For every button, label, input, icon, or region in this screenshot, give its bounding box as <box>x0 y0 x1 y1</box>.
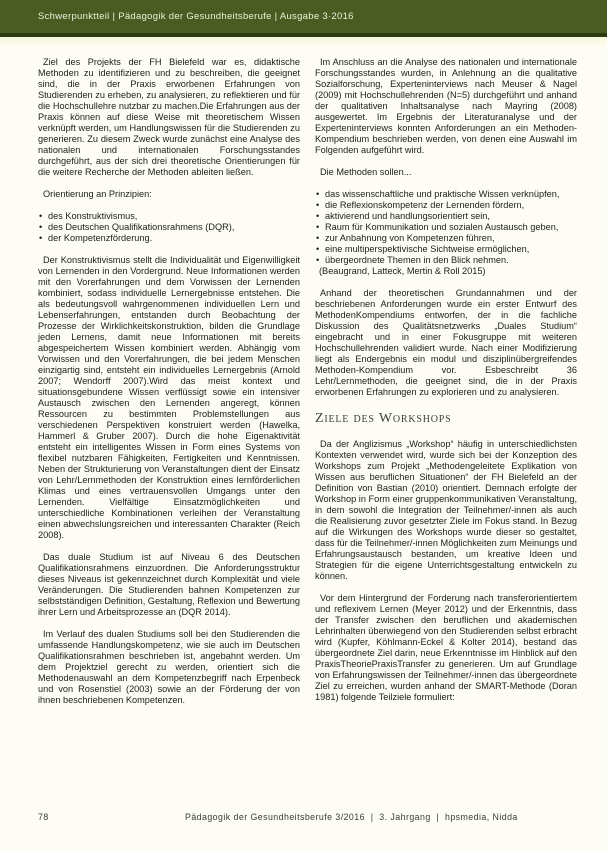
page-footer <box>38 812 577 822</box>
header-divider-glow <box>0 37 607 47</box>
bullet-item: • des Konstruktivismus, <box>38 211 300 222</box>
bullet-item: • eine multiperspektivische Sichtweise ermöglichen, <box>315 244 577 255</box>
bullet-list-method-requirements <box>315 189 577 266</box>
bullet-list-principles <box>38 211 300 244</box>
section-heading-workshop-goals: Ziele des Workshops <box>315 411 452 426</box>
page-number: 78 <box>38 812 49 822</box>
list-lead-in-principles: Orientierung an Prinzipien: <box>43 189 152 199</box>
bullet-item: • zur Anbahnung von Kompetenzen führen, <box>315 233 577 244</box>
bullet-item: • das wissenschaftliche und praktische Wissen verknüpfen, <box>315 189 577 200</box>
bullet-item: • Raum für Kommunikation und sozialen Austausch geben, <box>315 222 577 233</box>
left-column <box>38 57 300 717</box>
bullet-item: • aktivierend und handlungsorientiert sein, <box>315 211 577 222</box>
citation-line: (Beaugrand, Latteck, Mertin & Roll 2015) <box>319 266 486 276</box>
paragraph-dqr-level: Das duale Studium ist auf Niveau 6 des Deutschen Qualifikationsrahmens einzuordnen. Die Anforderungsstruktur dieses Niveaus ist gekennzeichnet durch Komplexität und viele Veränderungen. Die Studierenden bahnen Kompetenzen zur selbstständigen Definition, Gestaltung, Reflexion und Bewertung ihrer Lern und Arbeitsprozesse an (DQR 2014). <box>38 552 301 617</box>
paragraph-compendium-draft: Anhand der theoretischen Grundannahmen und der beschriebenen Anforderungen wurde ein erster Entwurf des MethodenKompendiums entworfen, der in die fachliche Diskussion des Qualitätsnetzwerks „Duales Studium“ eingebracht und in einer Fokusgruppe mit weiteren Hochschullehrenden validiert wurde. Nach einer Modifizierung liegt als Endergebnis ein modul und disziplinübergreifendes Methoden-Kompendium vor. Esbeschreibt 36 Lehr/Lernmethoden, die geeignet sind, die in der Praxis erworbenen Erfahrungen zu explorieren und zu analysieren. <box>315 288 577 397</box>
paragraph-smart-goals: Vor dem Hintergrund der Forderung nach transferorientiertem und reflexivem Lernen (Meyer 2012) und der Erkenntnis, dass der Transfer zwischen den beruflichen und akademischen Lehrinhalten überwiegend von den Studierenden selbst erbracht wird (Kupfer, Köhlmann-Eckel & Kolter 2014), bestand das übergeordnete Ziel darin, neue Erkenntnisse im Hinblick auf den PraxisTheoriePraxisTransfer zu generieren. Um auf Grundlage von Erfahrungswissen der Teilnehmer/-innen das übergeordnete Ziel zu erreichen, wurden anhand der SMART-Methode (Doran 1981) folgende Teilziele formuliert: <box>315 593 577 702</box>
paragraph-analysis-interviews: Im Anschluss an die Analyse des nationalen und internationale Forschungsstandes wurden, in Anlehnung an die qualitative Sozialforschung, Experteninterviews nach Meuser & Nagel (2009) mit Hochschullehrenden (N=5) durchgeführt und anhand der qualitativen Inhaltsanalyse nach Mayring (2008) ausgewertet. Im Ergebnis der Literaturanalyse und der Experteninterviews konnten Anforderungen an ein Methoden-Kompendium beschrieben werden, von denen eine Auswahl im Folgenden aufgeführt wird. <box>315 57 577 155</box>
paragraph-project-goal: Ziel des Projekts der FH Bielefeld war es, didaktische Methoden zu identifizieren und zu beschreiben, die geeignet sind, die in der Praxis erworbenen Erfahrungen von Studierenden zu erheben, zu analysieren, zu reflektieren und für die Hochschullehre nutzbar zu machen.Die Erfahrungen aus der Praxis können auf diese Weise mit theoretischem Wissen verknüpft werden, um Handlungswissen für die Studierenden zu generieren. Zu diesem Zweck wurde zunächst eine Analyse des nationalen und internationalen Forschungsstandes durchgeführt, aus der sich drei theoretische Orientierungen für die weitere Recherche der Methoden ableiten ließen. <box>38 57 300 177</box>
bullet-item: • des Deutschen Qualifikationsrahmens (DQR), <box>38 222 300 233</box>
bullet-item: • übergeordnete Themen in den Blick nehmen. <box>315 255 577 266</box>
running-head: Schwerpunktteil | Pädagogik der Gesundheitsberufe | Ausgabe 3·2016 <box>38 11 354 22</box>
paragraph-competence-concept: Im Verlauf des dualen Studiums soll bei den Studierenden die umfassende Handlungskompetenz, wie sie auch im Deutschen Qualifikationsrahmen beschrieben ist, angebahnt werden. Um dem Projektziel gerecht zu werden, orientiert sich die Methodenauswahl an dem Kompetenzbegriff nach Erpenbeck und von Rosenstiel (2003) sowie an der Förderung der von ihnen beschriebenen Kompetenzen. <box>38 629 300 705</box>
footer-journal-info: Pädagogik der Gesundheitsberufe 3/2016 | 3. Jahrgang | hpsmedia, Nidda <box>185 812 518 822</box>
paragraph-constructivism: Der Konstruktivismus stellt die Individualität und Eigenwilligkeit von Lernenden in den Vordergrund. Neue Informationen werden mit den Vorerfahrungen und dem Vorwissen der Lernenden kombiniert, sodass individuelle Lernergebnisse entstehen. Die als bedeutungsvoll wahrgenommenen individuellen Lern und Lebenserfahrungen, entstanden durch Beobachtung der Prozesse der Wirklichkeitskonstruktion, bilden die Grundlage jeden Lernens, damit neue Informationen mit bereits abgespeichertem Wissen kombiniert werden. Abhängig vom Vorwissen und den Vorerfahrungen, die bei jedem Menschen einzigartig sind, entsteht ein individuelles Lernergebnis (Arnold 2007; Wendorff 2007).Wird das meist kontext und situationsgebundene Wissen verflüssigt sowie ein intensiver Austausch zwischen den Lernenden angeregt, können Ressourcen zu bestimmten Problemstellungen aus verschiedenen Perspektiven konstruiert werden (Hawelka, Hammerl & Gruber 2007). Durch die hohe Eigenaktivität entsteht ein intelligentes Wissen in Form eines Systems von flexibel nutzbaren Fähigkeiten, Fertigkeiten und Kenntnissen. Neben der Strukturierung von Veranstaltungen dient der Einsatz von Lehr/Lernmethoden der Konstruktion eines lernförderlichen Klimas und eines vertrauensvollen Umgangs unter den Lernenden. Vielfältige Einsatzmöglichkeiten und unterschiedliche Kombinationen verleihen der Veranstaltung einen abwechslungsreichen und interessanten Charakter (Reich 2008). <box>38 255 300 540</box>
right-column <box>315 57 577 717</box>
page-content <box>38 57 577 717</box>
paragraph-workshop-definition: Da der Anglizismus „Workshop“ häufig in unterschiedlichsten Kontexten verwendet wird, wurde sich bei der Konzeption des Workshops zum Projekt „Methodengeleitete Explikation von Wissen aus beruflichen Situationen“ der FH Bielefeld an der Definition von Bastian (2010) orientiert. Demnach erfolgte der Workshop in Form einer gruppenkommunikativen Veranstaltung, in dem sowohl die Integration der Teilnehmer/-innen als auch die Realisierung zuvor gesetzter Ziele im Fokus stand. In Bezug auf die Wirkungen des Workshops wurde dieser so gestaltet, dass für die Teilnehmer/-innen Möglichkeiten zum Meinungs und Erfahrungsaustausch bestanden, um kreative Ideen und Strategien für die eigene Unterrichtsgestaltung entwickeln zu können. <box>315 439 577 581</box>
page-header-bar <box>0 0 607 37</box>
bullet-item: • der Kompetenzförderung. <box>38 233 300 244</box>
list-lead-in-methods: Die Methoden sollen... <box>320 167 412 177</box>
bullet-item: • die Reflexionskompetenz der Lernenden fördern, <box>315 200 577 211</box>
